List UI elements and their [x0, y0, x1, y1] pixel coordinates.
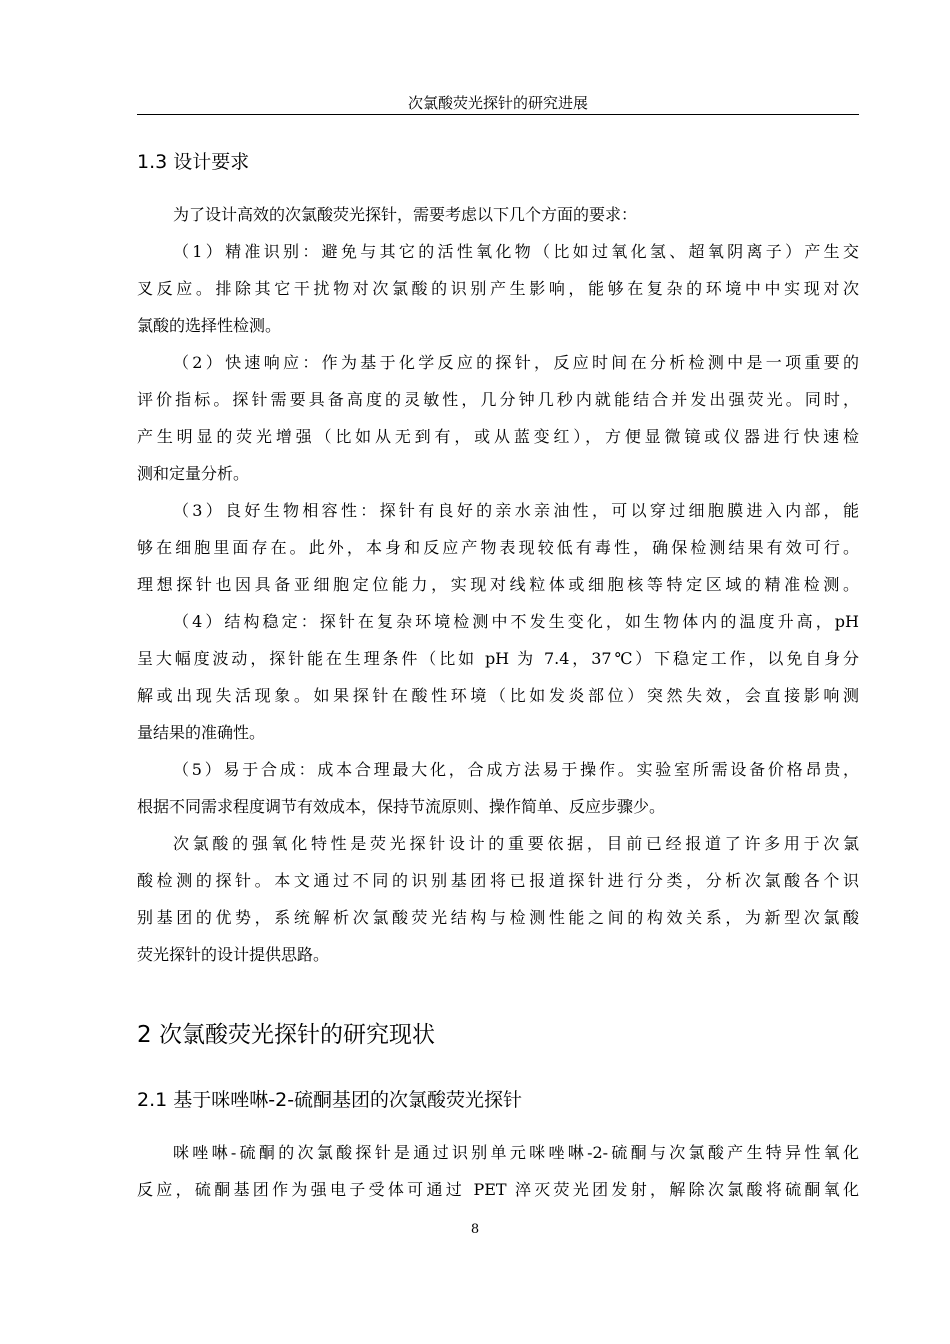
- paragraph-line: 理想探针也因具备亚细胞定位能力，实现对线粒体或细胞核等特定区域的精准检测。: [137, 575, 859, 594]
- paragraph-line: 酸检测的探针。本文通过不同的识别基团将已报道探针进行分类，分析次氯酸各个识: [137, 871, 859, 890]
- paragraph-line: （2）快速响应：作为基于化学反应的探针，反应时间在分析检测中是一项重要的: [173, 353, 859, 372]
- header-rule: [137, 114, 859, 115]
- paragraph-line: 测和定量分析。: [137, 464, 250, 483]
- paragraph-line: （5）易于合成：成本合理最大化，合成方法易于操作。实验室所需设备价格昂贵，: [173, 760, 859, 779]
- paragraph-line: 解或出现失活现象。如果探针在酸性环境（比如发炎部位）突然失效，会直接影响测: [137, 686, 859, 705]
- paragraph-line: 根据不同需求程度调节有效成本，保持节流原则、操作简单、反应步骤少。: [137, 797, 666, 816]
- paragraph-line: 叉反应。排除其它干扰物对次氯酸的识别产生影响，能够在复杂的环境中中实现对次: [137, 279, 859, 298]
- paragraph-line: 量结果的准确性。: [137, 723, 266, 742]
- paragraph-line: （4）结构稳定：探针在复杂环境检测中不发生变化，如生物体内的温度升高，pH: [173, 612, 859, 631]
- paragraph-line: 评价指标。探针需要具备高度的灵敏性，几分钟几秒内就能结合并发出强荧光。同时，: [137, 390, 859, 409]
- paragraph-line: 次氯酸的强氧化特性是荧光探针设计的重要依据，目前已经报道了许多用于次氯: [173, 834, 859, 853]
- paragraph-line: 呈大幅度波动，探针能在生理条件（比如 pH 为 7.4，37℃）下稳定工作，以免自身分: [137, 649, 859, 668]
- paragraph-line: 反应，硫酮基团作为强电子受体可通过 PET 淬灭荧光团发射，解除次氯酸将硫酮氧化: [137, 1180, 859, 1199]
- paragraph-line: （1）精准识别：避免与其它的活性氧化物（比如过氧化氢、超氧阴离子）产生交: [173, 242, 859, 261]
- paragraph-line: 产生明显的荧光增强（比如从无到有，或从蓝变红），方便显微镜或仪器进行快速检: [137, 427, 859, 446]
- paragraph-line: 荧光探针的设计提供思路。: [137, 945, 330, 964]
- paragraph-line: 别基团的优势，系统解析次氯酸荧光结构与检测性能之间的构效关系，为新型次氯酸: [137, 908, 859, 927]
- section-heading-2: 2 次氯酸荧光探针的研究现状: [137, 1022, 435, 1048]
- paragraph-line: 够在细胞里面存在。此外，本身和反应产物表现较低有毒性，确保检测结果有效可行。: [137, 538, 859, 557]
- section-heading-1-3: 1.3 设计要求: [137, 151, 250, 173]
- paragraph-line: （3）良好生物相容性：探针有良好的亲水亲油性，可以穿过细胞膜进入内部，能: [173, 501, 859, 520]
- paragraph-line: 氯酸的选择性检测。: [137, 316, 282, 335]
- page-number: 8: [470, 1222, 480, 1237]
- paragraph-line: 咪唑啉-硫酮的次氯酸探针是通过识别单元咪唑啉-2-硫酮与次氯酸产生特异性氧化: [173, 1143, 859, 1162]
- section-heading-2-1: 2.1 基于咪唑啉-2-硫酮基团的次氯酸荧光探针: [137, 1089, 523, 1111]
- running-header: 次氯酸荧光探针的研究进展: [407, 94, 588, 112]
- paragraph-line: 为了设计高效的次氯酸荧光探针，需要考虑以下几个方面的要求：: [173, 205, 638, 224]
